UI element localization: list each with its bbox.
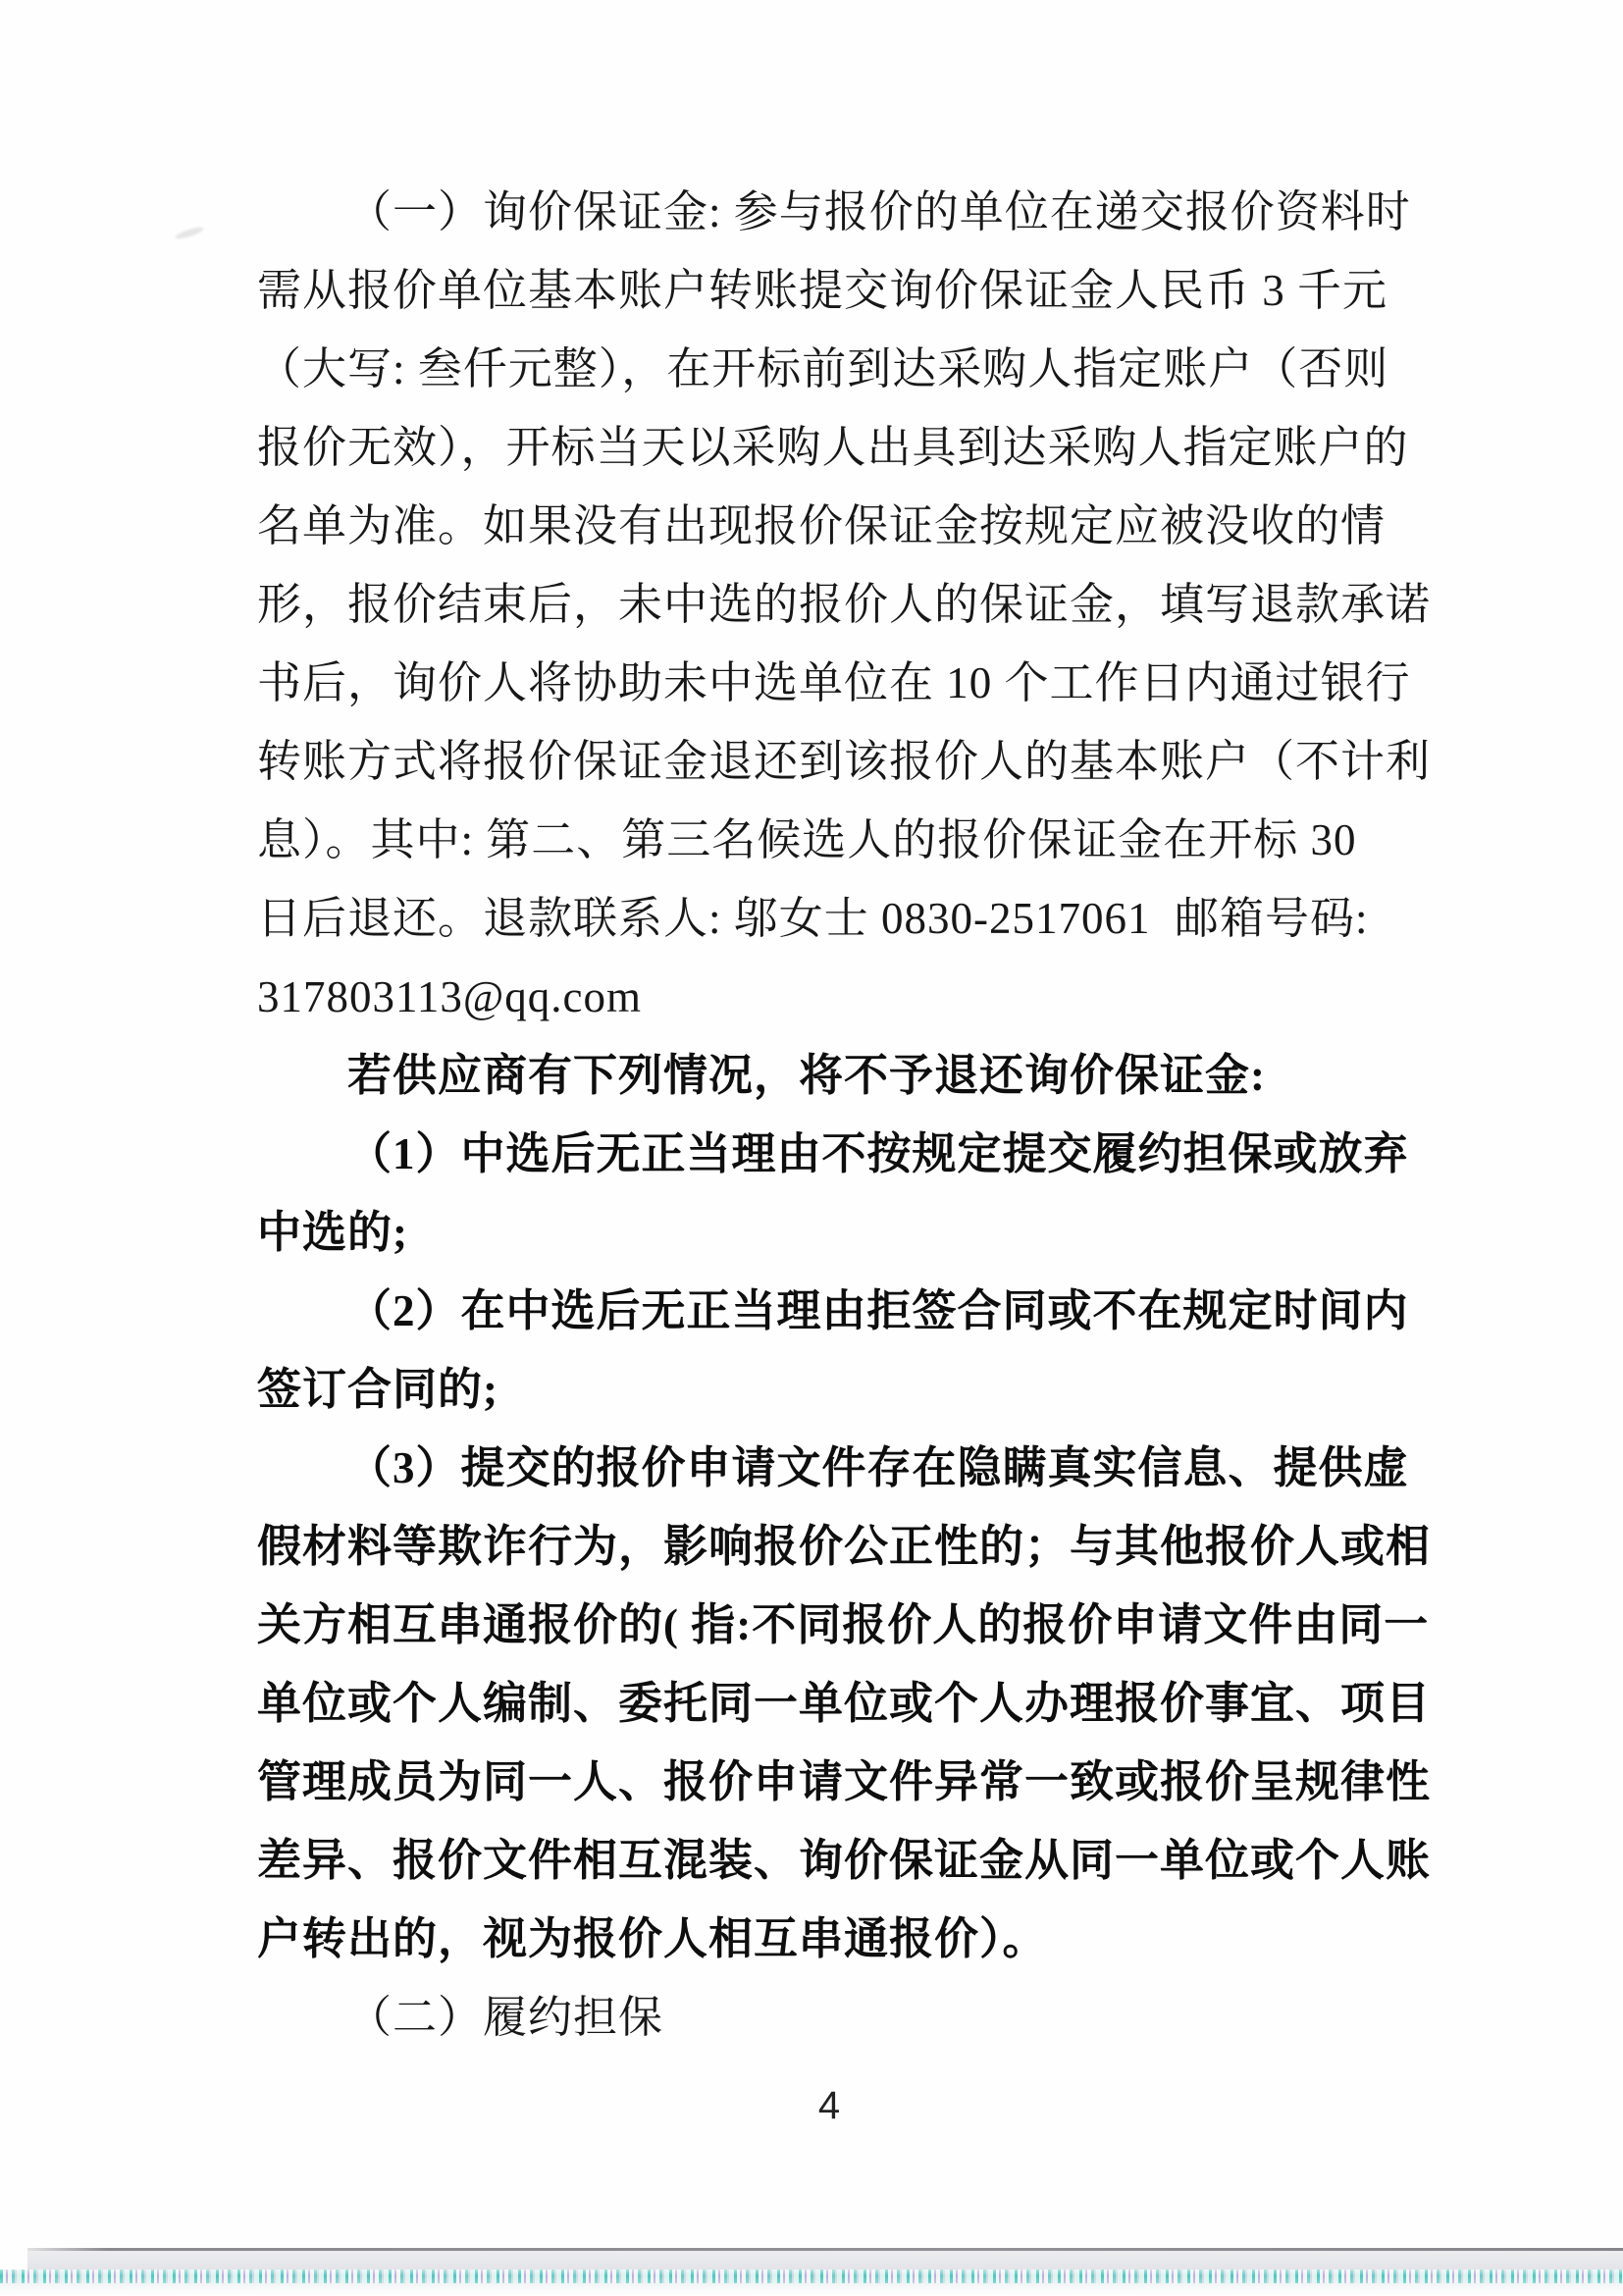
text-line: （2）在中选后无正当理由拒签合同或不在规定时间内 [347, 1286, 1409, 1335]
text-line: 签订合同的; [257, 1365, 498, 1414]
document-body [257, 173, 1484, 2057]
text-line: 差异、报价文件相互混装、询价保证金从同一单位或个人账 [257, 1836, 1432, 1885]
text-line: （大写: 叁仟元整），在开标前到达采购人指定账户（否则 [257, 344, 1389, 393]
text-line: 317803113@qq.com [257, 972, 642, 1021]
page-number: 4 [817, 2084, 841, 2127]
text-line: 息）。其中: 第二、第三名候选人的报价保证金在开标 30 [257, 815, 1357, 864]
text-line: 户转出的，视为报价人相互串通报价）。 [257, 1914, 1048, 1963]
text-line: （3）提交的报价申请文件存在隐瞒真实信息、提供虚 [347, 1443, 1409, 1492]
text-line: 单位或个人编制、委托同一单位或个人办理报价事宜、项目 [257, 1679, 1432, 1728]
scan-noise-strip [0, 2270, 1623, 2283]
scan-smudge [175, 226, 205, 241]
text-line: 假材料等欺诈行为，影响报价公正性的；与其他报价人或相 [257, 1522, 1432, 1571]
text-line: 书后，询价人将协助未中选单位在 10 个工作日内通过银行 [257, 658, 1411, 707]
text-line: 报价无效），开标当天以采购人出具到达采购人指定账户的 [257, 423, 1409, 472]
text-line: 管理成员为同一人、报价申请文件异常一致或报价呈规律性 [257, 1757, 1432, 1806]
text-line: （二）履约担保 [347, 1993, 664, 2042]
text-line: 形，报价结束后，未中选的报价人的保证金，填写退款承诺 [257, 580, 1432, 629]
text-line: 中选的; [257, 1208, 408, 1257]
text-line: 需从报价单位基本账户转账提交询价保证金人民币 3 千元 [257, 266, 1388, 315]
text-line: 名单为准。如果没有出现报价保证金按规定应被没收的情 [257, 501, 1387, 550]
text-line: （1）中选后无正当理由不按规定提交履约担保或放弃 [347, 1129, 1409, 1178]
text-line: 关方相互串通报价的( 指:不同报价人的报价申请文件由同一 [257, 1600, 1430, 1649]
scan-gray-band [27, 2251, 1623, 2270]
scan-bottom-fade [0, 2283, 1623, 2296]
text-line: 转账方式将报价保证金退还到该报价人的基本账户（不计利 [257, 737, 1432, 786]
text-line: 日后退还。退款联系人: 邬女士 0830-2517061 邮箱号码: [257, 894, 1369, 943]
text-line: 若供应商有下列情况，将不予退还询价保证金: [347, 1051, 1266, 1100]
text-line: （一）询价保证金: 参与报价的单位在递交报价资料时 [347, 187, 1411, 236]
